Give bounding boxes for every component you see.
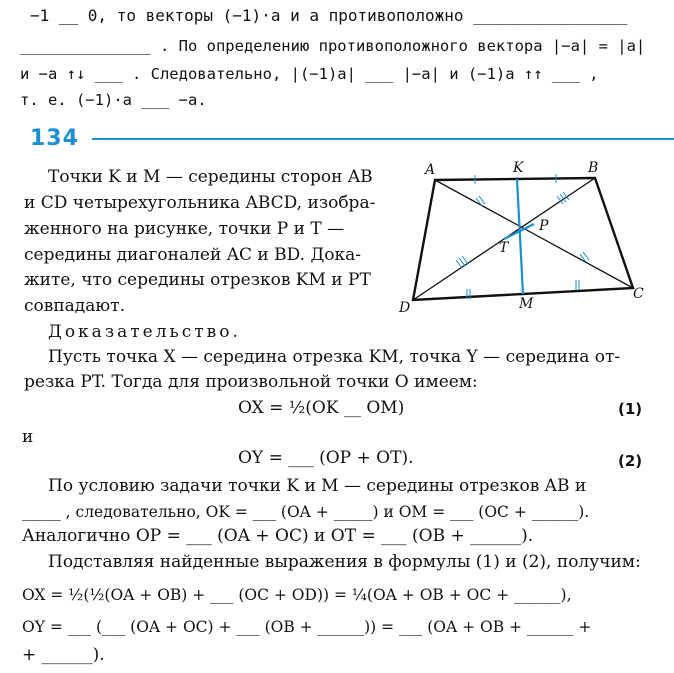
problem-line-1: Точки K и M — середины сторон AB <box>48 167 373 187</box>
substitution-line-2: OX = ½(½(OA + OB) + ___ (OC + OD)) = ¼(OA + OB + OC + ______), <box>22 586 572 604</box>
problem-line-2: и CD четырехугольника ABCD, изобра- <box>24 193 376 213</box>
label-d: D <box>399 300 411 316</box>
condition-line-1: По условию задачи точки K и M — середины отрезков AB и <box>48 476 587 496</box>
equation-1-number: (1) <box>618 400 643 418</box>
proof-heading: Доказательство. <box>48 322 241 342</box>
top-line-4: т. е. (−1)·a ___ −a. <box>20 91 207 109</box>
label-t: T <box>499 240 509 256</box>
equation-1: OX = ½(OK __ OM) <box>238 398 405 418</box>
label-k: K <box>513 160 524 176</box>
problem-line-6: совпадают. <box>24 296 126 316</box>
proof-line-1: Пусть точка X — середина отрезка KM, точка Y — середина от- <box>48 347 621 367</box>
equation-2-number: (2) <box>618 452 643 470</box>
problem-line-5: жите, что середины отрезков KM и PT <box>24 270 371 290</box>
top-line-1: −1 __ 0, то векторы (−1)·a и a противоположно ________________ <box>30 6 628 25</box>
top-line-2: ______________ . По определению противоположного вектора |−a| = |a| <box>20 37 646 55</box>
problem-line-3: женного на рисунке, точки P и T — <box>24 219 345 239</box>
proof-and: и <box>22 427 34 447</box>
condition-line-3: Аналогично OP = ___ (OA + OC) и OT = ___ (OB + ______). <box>22 526 534 546</box>
label-c: C <box>633 286 644 302</box>
quadrilateral-figure <box>395 158 665 318</box>
proof-line-2: резка PT. Тогда для произвольной точки O имеем: <box>24 372 478 392</box>
label-b: B <box>588 160 599 176</box>
problem-number: 134 <box>30 126 79 151</box>
equation-2: OY = ___ (OP + OT). <box>238 448 414 468</box>
problem-line-4: середины диагоналей AC и BD. Дока- <box>24 245 362 265</box>
diagonal-ac <box>435 180 633 288</box>
top-line-3: и −a ↑↓ ___ . Следовательно, |(−1)a| ___ |−a| и (−1)a ↑↑ ___ , <box>20 65 599 83</box>
label-p: P <box>539 218 549 234</box>
segment-km <box>517 179 523 294</box>
substitution-line-4: + ______). <box>22 645 105 665</box>
problem-rule <box>92 138 674 140</box>
label-a: A <box>425 162 436 178</box>
condition-line-2: _____ , следовательно, OK = ___ (OA + _____) и OM = ___ (OC + ______). <box>22 503 590 521</box>
substitution-line-1: Подставляя найденные выражения в формулы (1) и (2), получим: <box>48 552 641 572</box>
label-m: M <box>519 296 534 312</box>
substitution-line-3: OY = ___ (___ (OA + OC) + ___ (OB + ______)) = ___ (OA + OB + ______ + <box>22 618 592 636</box>
